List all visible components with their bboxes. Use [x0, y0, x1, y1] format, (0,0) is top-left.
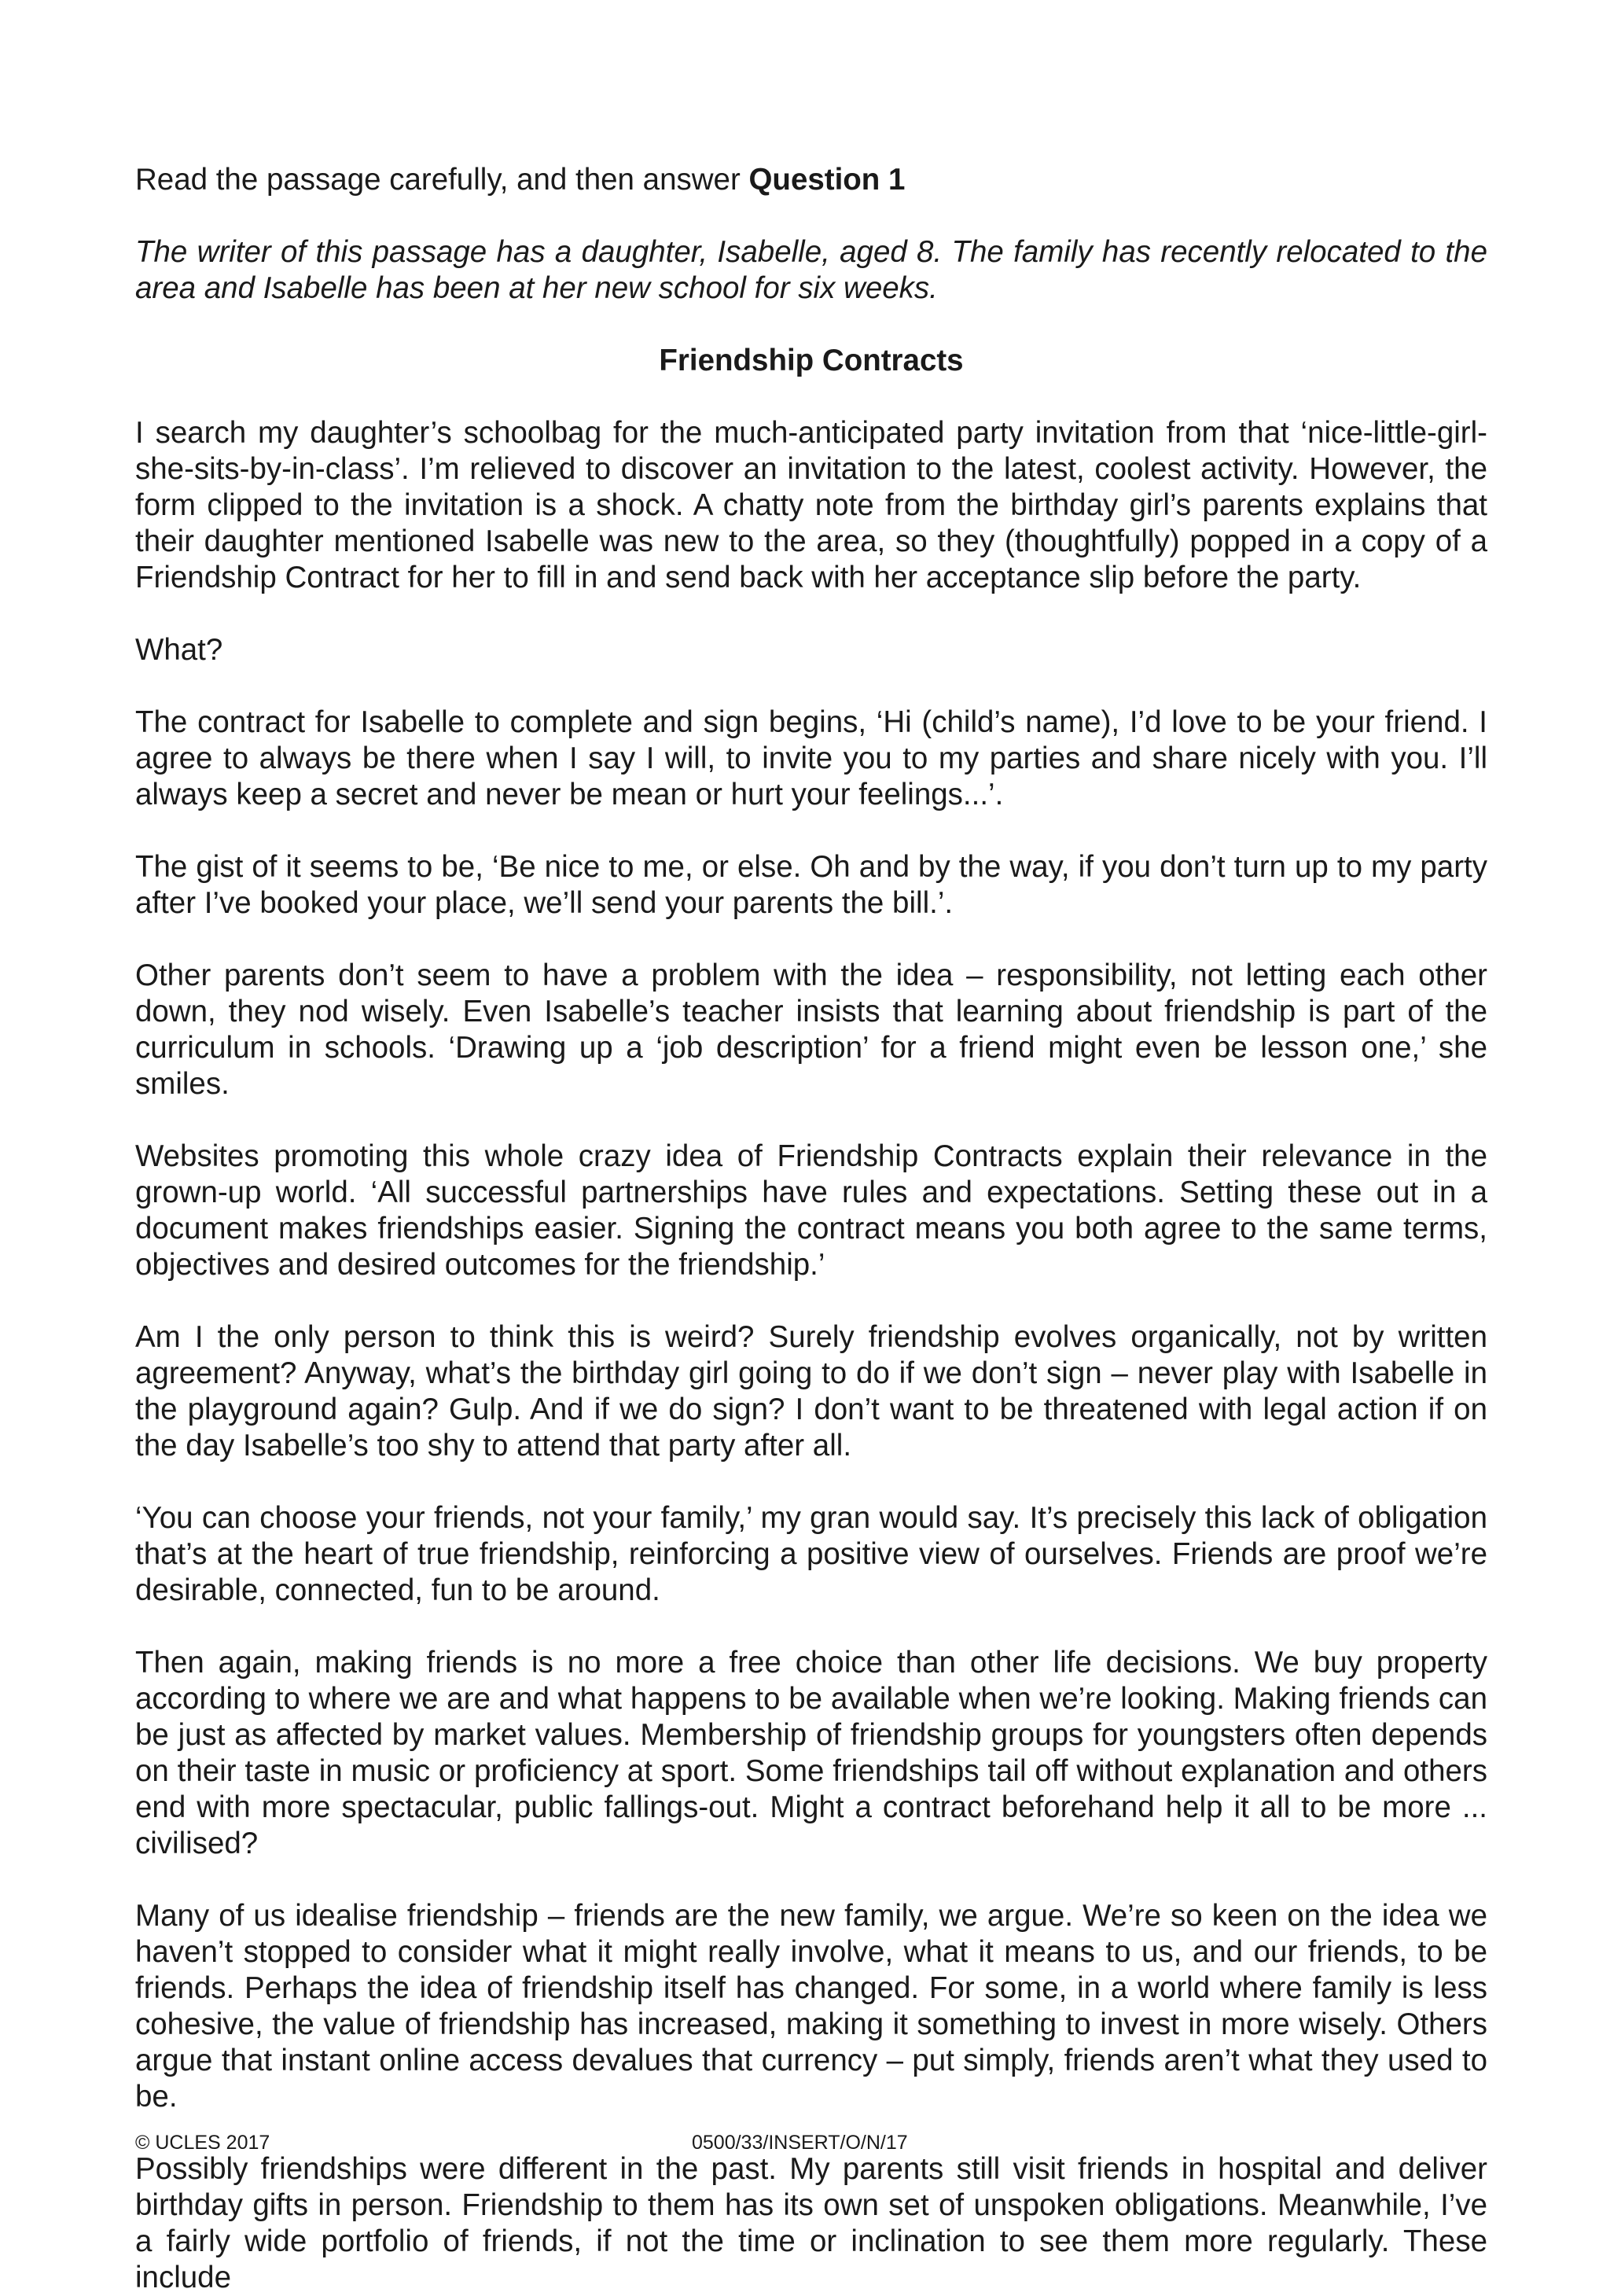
paragraph: The contract for Isabelle to complete and sign begins, ‘Hi (child’s name), I’d love to be your friend. I agree to always be there when I say I will, to invite you to my parties and share nicely with you. I’ll always keep a secret and never be mean or hurt your feelings...’.: [135, 705, 1487, 811]
page-footer: [0, 2131, 1610, 2162]
passage-title: Friendship Contracts: [659, 344, 964, 377]
passage: [135, 162, 1487, 2296]
paragraph: I search my daughter’s schoolbag for the much-anticipated party invitation from that ‘nice-little-girl-she-sits-by-in-class’. I’m relieved to discover an invitation to the latest, coolest activity. However, the form clipped to the invitation is a shock. A chatty note from the birthday girl’s parents explains that their daughter mentioned Isabelle was new to the area, so they (thoughtfully) popped in a copy of a Friendship Contract for her to fill in and send back with her acceptance slip before the party.: [135, 416, 1487, 594]
paragraph: ‘You can choose your friends, not your family,’ my gran would say. It’s precisely this lack of obligation that’s at the heart of true friendship, reinforcing a positive view of ourselves. Friends are proof we’re desirable, connected, fun to be around.: [135, 1501, 1487, 1607]
paragraph: Possibly friendships were different in the past. My parents still visit friends in hospital and deliver birthday gifts in person. Friendship to them has its own set of unspoken obligations. Meanwhile, I’ve a fairly wide portfolio of friends, if not the time or inclination to see them more regularly. These include: [135, 2152, 1487, 2294]
instruction-line: [135, 162, 1487, 198]
question-reference: Question 1: [748, 163, 906, 197]
paragraph: The gist of it seems to be, ‘Be nice to me, or else. Oh and by the way, if you don’t turn up to my party after I’ve booked your place, we’ll send your parents the bill.’.: [135, 850, 1487, 920]
paragraph: What?: [135, 633, 223, 667]
document-code: 0500/33/INSERT/O/N/17: [692, 2132, 908, 2154]
paragraph: Websites promoting this whole crazy idea of Friendship Contracts explain their relevance in the grown-up world. ‘All successful partnerships have rules and expectations. Setting these out in a document makes friendships easier. Signing the contract means you both agree to the same terms, objectives and desired outcomes for the friendship.’: [135, 1139, 1487, 1282]
paragraph: Other parents don’t seem to have a problem with the idea – responsibility, not letting each other down, they nod wisely. Even Isabelle’s teacher insists that learning about friendship is part of the curriculum in schools. ‘Drawing up a ‘job description’ for a friend might even be lesson one,’ she smiles.: [135, 959, 1487, 1101]
intro-text: The writer of this passage has a daughter, Isabelle, aged 8. The family has recently relocated to the area and Isabelle has been at her new school for six weeks.: [135, 235, 1487, 305]
paragraph: Am I the only person to think this is weird? Surely friendship evolves organically, not by written agreement? Anyway, what’s the birthday girl going to do if we don’t sign – never play with Isabelle in the playground again? Gulp. And if we do sign? I don’t want to be threatened with legal action if on the day Isabelle’s too shy to attend that party after all.: [135, 1320, 1487, 1463]
instruction-text: Read the passage carefully, and then answer: [135, 163, 749, 197]
paragraph: Then again, making friends is no more a free choice than other life decisions. We buy property according to where we are and what happens to be available when we’re looking. Making friends can be just as affected by market values. Membership of friendship groups for youngsters often depends on their taste in music or proficiency at sport. Some friendships tail off without explanation and others end with more spectacular, public fallings-out. Might a contract beforehand help it all to be more ... civilised?: [135, 1646, 1487, 1860]
copyright-notice: © UCLES 2017: [135, 2132, 270, 2154]
paragraph: Many of us idealise friendship – friends are the new family, we argue. We’re so keen on the idea we haven’t stopped to consider what it might really involve, what it means to us, and our friends, to be friends. Perhaps the idea of friendship itself has changed. For some, in a world where family is less cohesive, the value of friendship has increased, making it something to invest in more wisely. Others argue that instant online access devalues that currency – put simply, friends aren’t what they used to be.: [135, 1899, 1487, 2114]
